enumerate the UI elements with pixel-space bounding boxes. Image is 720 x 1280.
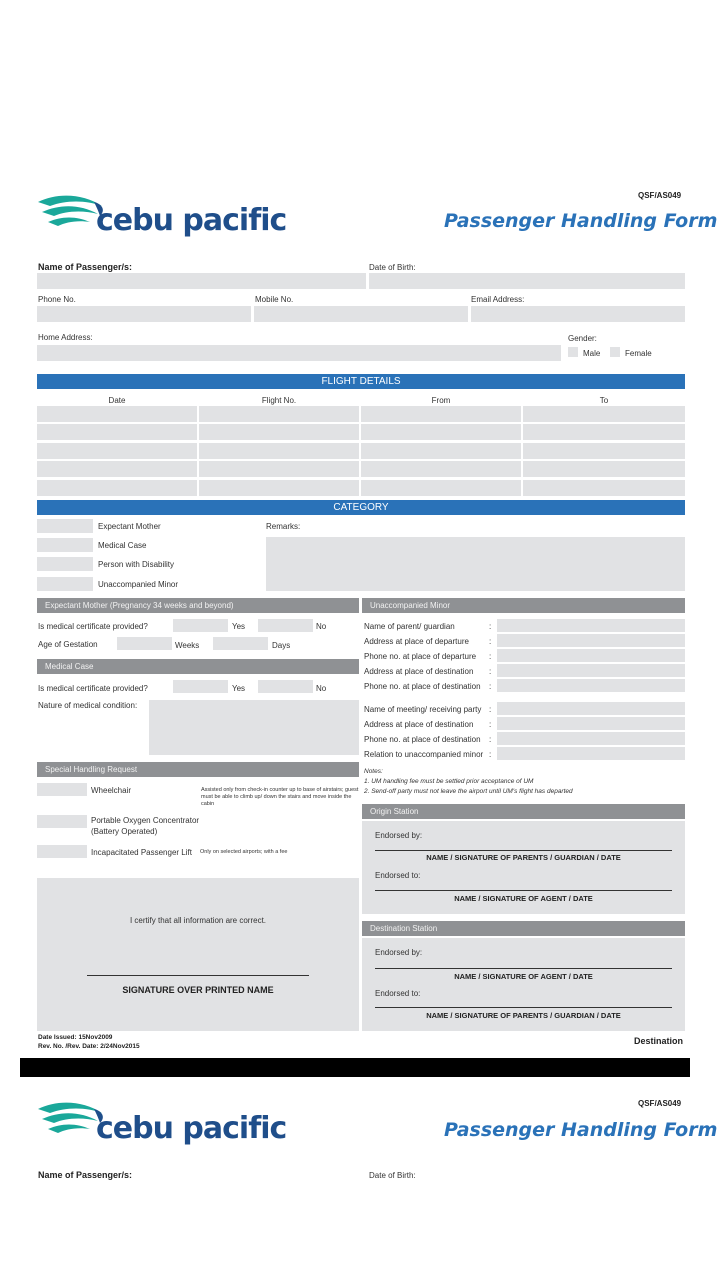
minor-row-label: Address at place of departure (364, 637, 469, 646)
note-2: 2. Send-off party must not leave the airport until UM's flight has departed (364, 788, 573, 795)
destination-by-caption: NAME / SIGNATURE OF AGENT / DATE (454, 972, 593, 981)
lift-label: Incapacitated Passenger Lift (91, 848, 192, 857)
mobile-field[interactable] (254, 306, 468, 322)
medical-no-label: No (316, 684, 327, 693)
wheelchair-checkbox[interactable] (37, 783, 87, 796)
flight-col-flightno: Flight No. (261, 396, 297, 405)
certify-box (37, 878, 359, 1031)
dob-field[interactable] (369, 273, 685, 289)
expectant-yes-label: Yes (232, 622, 246, 631)
minor-row-label: Phone no. at place of destination (364, 682, 481, 691)
origin-endorsed-to-label: Endorsed to: (375, 871, 421, 880)
flight-cell[interactable] (199, 424, 359, 440)
gender-label: Gender: (568, 334, 597, 343)
address-field[interactable] (37, 345, 561, 361)
female-label: Female (625, 349, 652, 358)
flight-cell[interactable] (199, 406, 359, 422)
minor-row-colon: : (489, 637, 492, 646)
phone-field[interactable] (37, 306, 251, 322)
origin-by-caption: NAME / SIGNATURE OF PARENTS / GUARDIAN / DATE (426, 853, 621, 862)
certify-text: I certify that all information are correct. (129, 916, 267, 925)
category-minor-label: Unaccompanied Minor (98, 580, 179, 589)
minor-row-field[interactable] (497, 649, 685, 662)
flight-cell[interactable] (37, 461, 197, 477)
dob-label: Date of Birth: (369, 263, 416, 272)
flight-cell[interactable] (523, 461, 685, 477)
origin-to-caption: NAME / SIGNATURE OF AGENT / DATE (454, 894, 593, 903)
flight-cell[interactable] (37, 406, 197, 422)
note-1: 1. UM handling fee must be settled prior acceptance of UM (364, 778, 534, 785)
minor-row-colon: : (489, 705, 492, 714)
oxygen-label-line2: (Battery Operated) (91, 827, 158, 836)
male-checkbox[interactable] (568, 347, 578, 357)
minor-row-colon: : (489, 622, 492, 631)
page2-form-code: QSF/AS049 (638, 1099, 682, 1108)
origin-endorsed-by-label: Endorsed by: (375, 831, 423, 840)
category-pwd-checkbox[interactable] (37, 557, 93, 571)
form-title: Passenger Handling Form (444, 210, 718, 232)
flight-cell[interactable] (361, 461, 521, 477)
oxygen-label-line1: Portable Oxygen Concentrator (91, 816, 200, 825)
category-header: CATEGORY (37, 500, 685, 515)
form-code: QSF/AS049 (638, 191, 682, 200)
weeks-label: Weeks (175, 641, 200, 650)
address-label: Home Address: (38, 333, 93, 342)
copy-destination: Destination (634, 1036, 684, 1046)
oxygen-checkbox[interactable] (37, 815, 87, 828)
flight-cell[interactable] (523, 480, 685, 496)
wheelchair-note: Assisted only from check-in counter up to base of airstairs; guest must be able to climb up/ down the stairs and move inside the cabin (201, 787, 359, 807)
medical-yes-label: Yes (232, 684, 246, 693)
minor-row-colon: : (489, 682, 492, 691)
special-header: Special Handling Request (37, 762, 359, 777)
medical-header: Medical Case (37, 659, 359, 674)
lift-note: Only on selected airports; with a fee (200, 849, 288, 855)
flight-details-header: FLIGHT DETAILS (37, 374, 685, 389)
destination-to-caption: NAME / SIGNATURE OF PARENTS / GUARDIAN / DATE (426, 1011, 621, 1020)
origin-to-line[interactable] (375, 890, 672, 891)
expectant-no-label: No (316, 622, 327, 631)
destination-endorsed-by-label: Endorsed by: (375, 948, 423, 957)
expectant-cert-no-box[interactable] (258, 619, 313, 632)
minor-row-colon: : (489, 720, 492, 729)
destination-endorsed-to-label: Endorsed to: (375, 989, 421, 998)
destination-by-line[interactable] (375, 968, 672, 969)
email-field[interactable] (471, 306, 685, 322)
wheelchair-label: Wheelchair (91, 786, 132, 795)
expectant-cert-label: Is medical certificate provided? (38, 622, 148, 631)
flight-col-to: To (599, 396, 609, 405)
nature-label: Nature of medical condition: (38, 701, 138, 710)
minor-row-colon: : (489, 652, 492, 661)
gestation-days-field[interactable] (213, 637, 268, 650)
female-checkbox[interactable] (610, 347, 620, 357)
category-expectant-label: Expectant Mother (98, 522, 161, 531)
flight-cell[interactable] (523, 424, 685, 440)
category-medical-checkbox[interactable] (37, 538, 93, 552)
minor-row-label: Name of parent/ guardian (364, 622, 455, 631)
phone-label: Phone No. (38, 295, 76, 304)
minor-row-label: Name of meeting/ receiving party (364, 705, 482, 714)
gestation-label: Age of Gestation (38, 640, 98, 649)
minor-row-field[interactable] (497, 664, 685, 677)
form-page-2 (0, 1077, 720, 1280)
date-issued: Date Issued: 15Nov2009 (38, 1034, 113, 1041)
flight-cell[interactable] (361, 443, 521, 459)
minor-row-label: Address at place of destination (364, 720, 474, 729)
medical-cert-no-box[interactable] (258, 680, 313, 693)
nature-field[interactable] (149, 700, 359, 755)
flight-cell[interactable] (361, 480, 521, 496)
certify-signature-caption: SIGNATURE OVER PRINTED NAME (122, 985, 274, 995)
page2-passenger-name-label: Name of Passenger/s: (38, 1170, 133, 1180)
minor-row-label: Phone no. at place of departure (364, 652, 477, 661)
passenger-name-label: Name of Passenger/s: (38, 262, 133, 272)
gestation-weeks-field[interactable] (117, 637, 172, 650)
flight-cell[interactable] (361, 424, 521, 440)
minor-row-field[interactable] (497, 619, 685, 632)
flight-cell[interactable] (199, 480, 359, 496)
minor-row-field[interactable] (497, 717, 685, 730)
expectant-cert-yes-box[interactable] (173, 619, 228, 632)
mobile-label: Mobile No. (255, 295, 294, 304)
minor-row-colon: : (489, 667, 492, 676)
medical-cert-yes-box[interactable] (173, 680, 228, 693)
email-label: Email Address: (471, 295, 525, 304)
destination-to-line[interactable] (375, 1007, 672, 1008)
medical-cert-label: Is medical certificate provided? (38, 684, 148, 693)
minor-row-label: Relation to unaccompanied minor (364, 750, 484, 759)
flight-cell[interactable] (37, 443, 197, 459)
remarks-field[interactable] (266, 537, 685, 591)
category-medical-label: Medical Case (98, 541, 147, 550)
minor-row-label: Phone no. at place of destination (364, 735, 481, 744)
category-minor-checkbox[interactable] (37, 577, 93, 591)
expectant-header: Expectant Mother (Pregnancy 34 weeks and beyond) (37, 598, 359, 613)
category-expectant-checkbox[interactable] (37, 519, 93, 533)
revision: Rev. No. /Rev. Date: 2/24Nov2015 (38, 1043, 140, 1050)
flight-cell[interactable] (199, 443, 359, 459)
flight-cell[interactable] (523, 443, 685, 459)
notes-title: Notes: (364, 768, 383, 775)
page2-dob-label: Date of Birth: (369, 1171, 416, 1180)
lift-checkbox[interactable] (37, 845, 87, 858)
remarks-label: Remarks: (266, 522, 301, 531)
certify-signature-line (87, 975, 309, 976)
days-label: Days (272, 641, 291, 650)
minor-row-label: Address at place of destination (364, 667, 474, 676)
flight-col-from: From (431, 396, 451, 405)
minor-row-field[interactable] (497, 702, 685, 715)
minor-row-field[interactable] (497, 634, 685, 647)
minor-row-colon: : (489, 750, 492, 759)
minor-header: Unaccompanied Minor (362, 598, 685, 613)
flight-cell[interactable] (37, 480, 197, 496)
category-pwd-label: Person with Disability (98, 560, 175, 569)
male-label: Male (583, 349, 601, 358)
flight-cell[interactable] (37, 424, 197, 440)
flight-cell[interactable] (361, 406, 521, 422)
destination-header: Destination Station (362, 921, 685, 936)
origin-by-line[interactable] (375, 850, 672, 851)
page2-form-title: Passenger Handling Form (444, 1119, 718, 1141)
brand-name: cebu pacific (96, 203, 287, 238)
passenger-name-field[interactable] (37, 273, 366, 289)
minor-row-colon: : (489, 735, 492, 744)
minor-row-field[interactable] (497, 747, 685, 760)
flight-cell[interactable] (199, 461, 359, 477)
minor-row-field[interactable] (497, 732, 685, 745)
minor-row-field[interactable] (497, 679, 685, 692)
flight-cell[interactable] (523, 406, 685, 422)
origin-header: Origin Station (362, 804, 685, 819)
page-separator (20, 1058, 690, 1077)
page2-brand-name: cebu pacific (96, 1111, 287, 1146)
flight-col-date: Date (108, 396, 126, 405)
